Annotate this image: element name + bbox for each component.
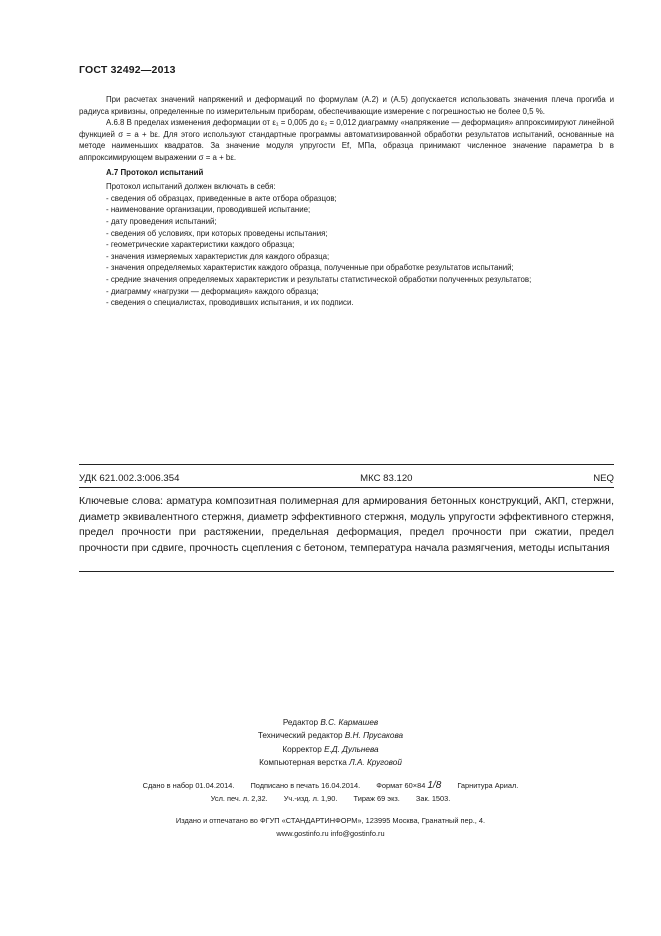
imprint-submitted: Сдано в набор 01.04.2014. [142,781,235,790]
neq-mark: NEQ [593,473,614,484]
list-item: - значения измеряемых характеристик для каждого образца; [106,251,330,261]
credit-name: В.С. Кармашев [320,718,379,727]
credits-block [0,716,661,770]
imprint-edit-sheets: Уч.-изд. л. 1,90. [283,794,338,804]
imprint-line-1 [0,779,661,792]
imprint-line-2 [0,792,661,805]
list-item: - значения определяемых характеристик каждого образца, полученные при обработке результатов испытаний; [106,263,514,273]
divider-top [79,464,614,465]
protocol-intro: Протокол испытаний должен включать в себя: [106,182,276,192]
credit-name: В.Н. Прусакова [344,731,404,741]
divider-bottom [79,571,614,572]
publisher-contacts [0,827,661,840]
list-item: - дату проведения испытаний; [106,216,217,226]
publisher-block [0,814,661,840]
classification-row [79,473,614,484]
credit-role: Корректор [282,744,322,754]
list-item: - сведения об условиях, при которых проведены испытания; [106,228,328,238]
credit-layout [0,756,661,769]
publisher-email[interactable]: info@gostinfo.ru [330,829,385,839]
credit-tech-editor [0,729,661,742]
divider-middle [79,487,614,488]
imprint-typeface: Гарнитура Ариал. [457,781,519,790]
credit-role: Компьютерная верстка [259,758,347,768]
protocol-list [79,193,614,309]
list-item: - геометрические характеристики каждого образца; [106,240,295,250]
list-item: - наименование организации, проводившей испытание; [106,205,311,215]
section-heading: А.7 Протокол испытаний [106,167,204,177]
mks-code: МКС 83.120 [360,473,413,484]
credit-corrector [0,743,661,756]
keywords: Ключевые слова: арматура композитная полимерная для армирования бетонных конструкций, АКП, стержни, диаметр эквивалентного стержня, диаметр эффективного стержня, модуль упругости эффективного стержня, предел прочности при растяжении, предельная деформация, предел прочности при сжатии, предел прочности при сдвиге, прочность сцепления с бетоном, температура начала размягчения, методы испытания [79,496,614,554]
udk-code: УДК 621.002.3:006.354 [79,473,180,484]
paragraph-calculation: При расчетах значений напряжений и деформаций по формулам (А.2) и (А.5) допускается использовать значения плеча прогиба и радиуса кривизны, определенные по измерительным приборам, обеспечивающие измерение с погрешностью не более 0,5 %. [79,95,614,116]
body-text [79,94,614,309]
list-item: - диаграмму «нагрузки — деформация» каждого образца; [106,286,319,296]
imprint-circulation: Тираж 69 экз. [353,794,400,804]
list-item: - средние значения определяемых характеристик и результаты статистической обработки полученных результатов; [106,274,532,284]
publisher-website[interactable]: www.gostinfo.ru [276,829,329,839]
paragraph-a68: А.6.8 В пределах изменения деформации от ε₁ = 0,005 до ε₂ = 0,012 диаграмму «напряжение — деформация» аппроксимируют линейной функцией σ = a + bε. Для этого используют стандартные программы автоматизированной обработки результатов испытаний, основанные на методе наименьших квадратов. За значение модуля упругости Ef, МПа, образца принимают численное значение параметра b в аппроксимирующем выражении σ = a + bε. [79,118,614,162]
imprint-order: Зак. 1503. [415,794,451,804]
credit-name: Л.А. Круговой [349,758,402,768]
list-item: - сведения о специалистах, проводивших испытания, и их подписи. [106,298,354,308]
imprint-format-fraction: 1/8 [427,780,442,791]
credit-role: Редактор [282,718,319,727]
standard-title: ГОСТ 32492—2013 [79,64,176,76]
imprint-print-sheets: Усл. печ. л. 2,32. [210,794,268,804]
imprint-format: Формат 60×84 [376,781,426,790]
imprint-signed: Подписано в печать 16.04.2014. [250,781,361,790]
credit-role: Технический редактор [257,731,343,741]
publisher-line: Издано и отпечатано во ФГУП «СТАНДАРТИНФОРМ», 123995 Москва, Гранатный пер., 4. [175,816,486,825]
credit-name: Е.Д. Дульнева [324,744,379,754]
page-header [79,64,176,76]
imprint-block [0,779,661,805]
credit-editor [0,716,661,729]
list-item: - сведения об образцах, приведенные в акте отбора образцов; [106,193,337,203]
